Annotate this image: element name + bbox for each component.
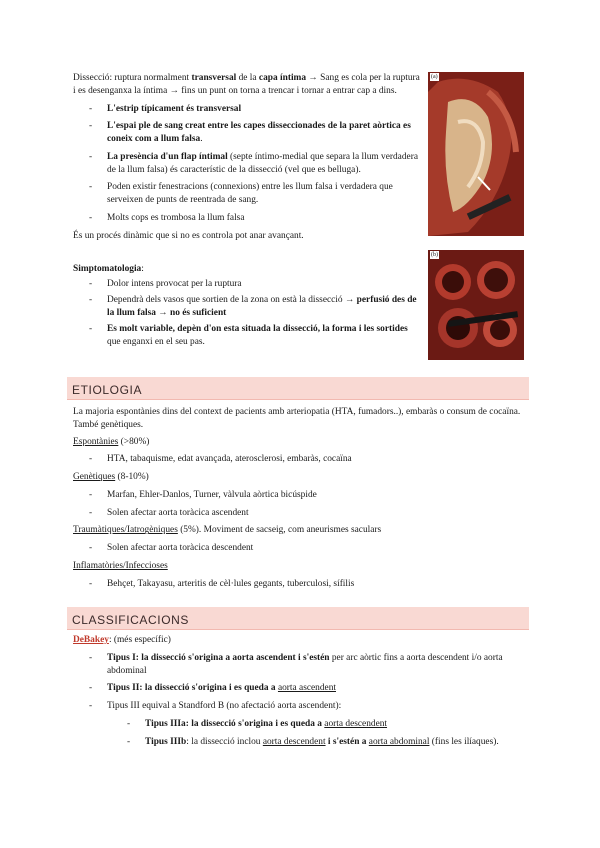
bold-text: transversal — [191, 73, 237, 83]
list-item: - Marfan, Ehler-Danlos, Turner, vàlvula aòrtica bicúspide — [73, 489, 529, 502]
list-item — [73, 103, 421, 116]
underlined-text: aorta descendent — [262, 736, 326, 747]
etiologia-block — [73, 406, 529, 596]
debakey-sublist — [111, 718, 529, 749]
etiologia-group-list — [73, 578, 529, 591]
etiologia-group-title — [73, 471, 529, 484]
text: de la — [236, 73, 259, 83]
underlined-text: aorta ascendent — [277, 683, 336, 694]
text: . — [200, 134, 203, 145]
list-item — [73, 294, 421, 320]
underlined-text: aorta abdominal — [368, 736, 430, 747]
debakey-line — [73, 634, 529, 647]
bold-text: Tipus I — [107, 652, 136, 663]
text: per arc aòrtic fins a aorta descendent i/o aorta abdominal — [107, 652, 503, 676]
text: Tipus III equival a Standford B (no afectació aorta ascendent): — [107, 701, 342, 712]
etiologia-group-title — [73, 436, 529, 449]
etiologia-groups — [73, 436, 529, 591]
text: Dolor intens provocat per la ruptura — [107, 279, 242, 290]
group-name: Genètiques — [73, 472, 116, 483]
bold-text: La presència d'un flap íntimal — [107, 151, 228, 162]
list-item — [73, 120, 421, 146]
etiologia-intro: La majoria espontànies dins del context de pacients amb arteriopatia (HTA, fumadors..), embaràs o consum de cocaïna. També genètiques. — [73, 407, 521, 430]
list-item: - Solen afectar aorta toràcica descendent — [73, 542, 529, 555]
list-item: - Behçet, Takayasu, arteritis de cèl·lules gegants, tuberculosi, sífilis — [73, 578, 529, 591]
bold-text: Tipus IIIa — [145, 718, 186, 729]
section-heading-classificacions: CLASSIFICACIONS — [67, 607, 529, 630]
aorta-crosssection-image — [428, 250, 524, 360]
bold-text: L'estrip típicament és transversal — [107, 103, 242, 114]
group-detail: (>80%) — [118, 436, 150, 447]
text: que enganxi en el seu pas. — [107, 336, 205, 347]
text: Dependrà dels vasos que sortien de la zona on està la dissecció → — [107, 295, 357, 306]
dissection-photo-a — [428, 72, 524, 236]
bold-text: : la dissecció s'origina a aorta ascendent i s'estén — [135, 652, 330, 663]
text: → Sang es cola per la ruptura i es desenganxa la íntima → fins un punt on torna a trencar i tornar a entrar cap a dins. — [73, 73, 420, 96]
text: (fins les ilíaques). — [429, 736, 499, 747]
group-detail: (8-10%) — [115, 472, 149, 483]
etiologia-group-title — [73, 524, 529, 537]
etiologia-group-list — [73, 489, 529, 520]
intro-block — [73, 72, 421, 351]
bold-text: i s'estén a — [325, 736, 369, 747]
list-item — [73, 700, 529, 713]
etiologia-group-title — [73, 560, 529, 573]
list-item: - Solen afectar aorta toràcica ascendent — [73, 507, 529, 520]
debakey-list — [73, 652, 529, 713]
text: : — [141, 263, 144, 274]
group-name: Traumàtiques/Iatrogèniques — [73, 525, 178, 536]
group-name: Espontànies — [73, 436, 119, 447]
list-item: - HTA, tabaquisme, edat avançada, aterosclerosi, embaràs, cocaïna — [73, 453, 529, 466]
bold-text: L'espai ple de sang creat entre les capes disseccionades de la paret aòrtica es coneix com a — [107, 121, 411, 145]
list-item — [73, 652, 529, 678]
classificacions-block — [73, 634, 529, 753]
intro-closing: És un procés dinàmic que si no es controla pot anar avançant. — [73, 230, 304, 241]
intro-paragraph — [73, 72, 421, 98]
etiologia-group-list — [73, 453, 529, 466]
intro-list — [73, 103, 421, 225]
list-item — [73, 278, 421, 291]
text: (septe íntimo-medial que separa la llum verdadera de la llum falsa) és característic de la dissecció (vel que es belluga). — [107, 151, 418, 175]
bold-text: capa íntima — [258, 73, 307, 83]
bold-text: perfusió des de la llum falsa → no és suficient — [107, 295, 417, 318]
symptoms-list — [73, 278, 421, 348]
bold-text: Tipus II — [107, 683, 140, 694]
bold-text: : la dissecció s'origina i es queda a — [185, 718, 325, 729]
bold-text: Es molt variable, depèn d'on esta situada la dissecció, la forma i les sortides — [107, 323, 408, 334]
photo-label-b: (b) — [431, 252, 438, 258]
list-item — [73, 212, 421, 225]
bold-text: llum falsa — [160, 134, 201, 145]
etiologia-group-list — [73, 542, 529, 555]
text: Molts cops es trombosa la llum falsa — [107, 213, 245, 224]
symptoms-title-line — [73, 263, 421, 276]
text: Dissecció: ruptura normalment — [73, 73, 192, 83]
text: : la dissecció inclou — [186, 736, 263, 747]
text: : (més específic) — [108, 635, 171, 645]
list-item — [73, 181, 421, 207]
dissection-photo-b — [428, 250, 524, 360]
section-heading-etiologia: ETIOLOGIA — [67, 377, 529, 400]
list-item — [111, 736, 529, 749]
list-item — [73, 323, 421, 349]
bold-text: Tipus IIIb — [145, 736, 187, 747]
aorta-specimen-image — [428, 72, 524, 236]
symptoms-title: Simptomatologia — [73, 263, 142, 274]
bold-text: : la dissecció s'origina i es queda a — [139, 683, 278, 694]
list-item — [73, 151, 421, 177]
list-item — [73, 682, 529, 695]
list-item — [111, 718, 529, 731]
group-name: Inflamatòries/Infeccioses — [73, 561, 168, 572]
text: Poden existir fenestracions (connexions) entre les llum falsa i verdadera que serveixen de punts de reentrada de sang. — [107, 182, 393, 206]
group-detail: (5%). Moviment de sacseig, com aneurismes saculars — [177, 525, 382, 536]
photo-label-a: (a) — [431, 74, 438, 80]
debakey-title: DeBakey — [73, 635, 109, 645]
underlined-text: aorta descendent — [324, 718, 388, 729]
